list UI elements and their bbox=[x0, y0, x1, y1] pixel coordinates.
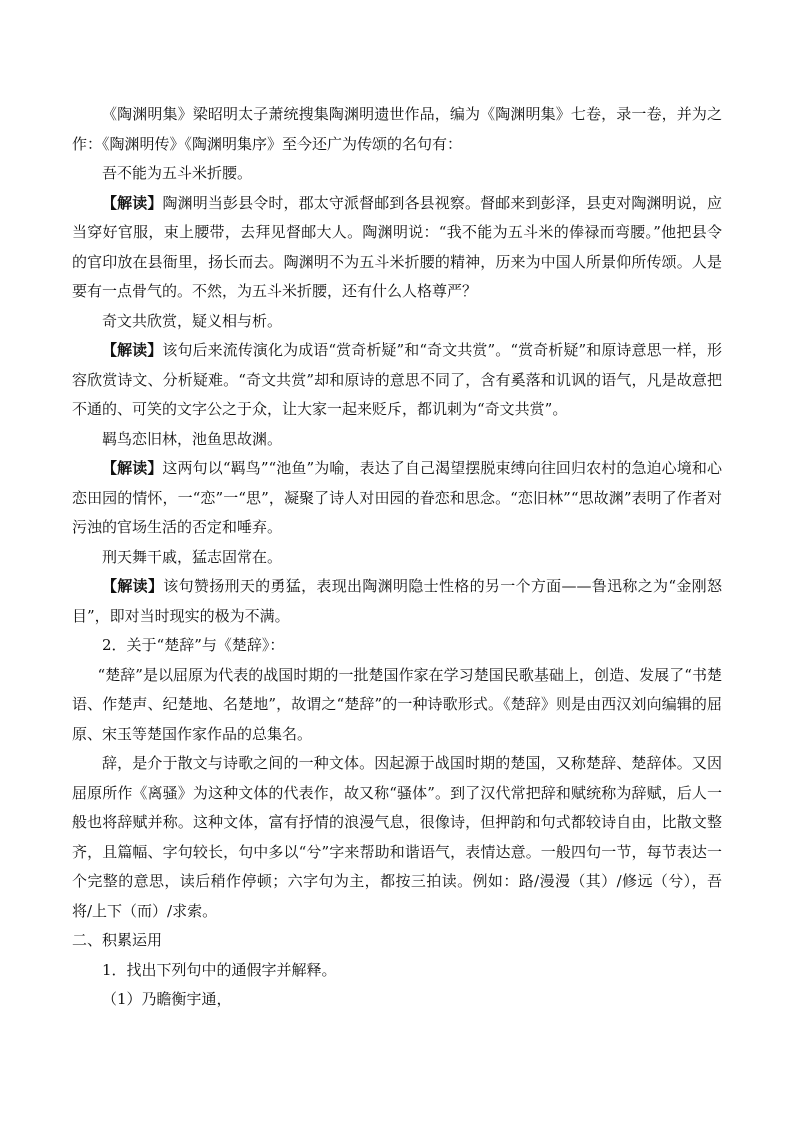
chuci-paragraph-1: “楚辞”是以屈原为代表的战国时期的一批楚国作家在学习楚国民歌基础上，创造、发展了“书楚语、作楚声、纪楚地、名楚地”，故谓之“楚辞”的一种诗歌形式。《楚辞》则是由西汉刘向编辑的屈原、宋玉等楚国作家作品的总集名。 bbox=[72, 665, 722, 743]
quote-3: 羁鸟恋旧林，池鱼思故渊。 bbox=[102, 429, 283, 448]
interpretation-tag: 【解读】 bbox=[102, 341, 163, 359]
interpretation-text: 该句赞扬刑天的勇猛，表现出陶渊明隐士性格的另一个方面——鲁迅称之为“金刚怒目”，即对当时现实的极为不满。 bbox=[72, 577, 722, 625]
quote-1: 吾不能为五斗米折腰。 bbox=[102, 164, 253, 182]
exercise-item-1: （1）乃瞻衡宇通， bbox=[102, 990, 232, 1008]
chuci-paragraph-2: 辞，是介于散文与诗歌之间的一种文体。因起源于战国时期的楚国，又称楚辞、楚辞体。又因屈原所作《离骚》为这种文体的代表作，故又称“骚体”。到了汉代常把辞和赋统称为辞赋，后人一般也将辞赋并称。这种文体，富有抒情的浪漫气息，很像诗，但押韵和句式都较诗自由，比散文整齐，且篇幅、字句较长，句中多以“兮”字来帮助和谐语气，表情达意。一般四句一节，每节表达一个完整的意思，读后稍作停顿；六字句为主，都按三拍读。例如：路/漫漫（其）/修远（兮），吾将/上下（而）/求索。 bbox=[72, 754, 722, 920]
intro-paragraph: 《陶渊明集》梁昭明太子萧统搜集陶渊明遗世作品，编为《陶渊明集》七卷，录一卷，并为之作：《陶渊明传》《陶渊明集序》至今还广为传颂的名句有： bbox=[72, 105, 722, 153]
interpretation-2 bbox=[72, 336, 722, 425]
interpretation-1 bbox=[72, 189, 722, 307]
exercise-prompt: 1．找出下列句中的通假字并解释。 bbox=[102, 960, 337, 979]
section-heading: 二、积累运用 bbox=[72, 931, 163, 949]
document-page bbox=[72, 100, 722, 1015]
interpretation-text: 该句后来流传演化为成语“赏奇析疑”和“奇文共赏”。“赏奇析疑”和原诗意思一样，形容欣赏诗文、分析疑难。“奇文共赏”却和原诗的意思不同了，含有奚落和讥讽的语气，凡是故意把不通的、可笑的文字公之于众，让大家一起来贬斥，都讥刺为“奇文共赏”。 bbox=[72, 341, 722, 418]
interpretation-3 bbox=[72, 454, 722, 543]
interpretation-text: 这两句以“羁鸟”“池鱼”为喻，表达了自己渴望摆脱束缚向往回归农村的急迫心境和心恋田园的情怀，一“恋”一“思”，凝聚了诗人对田园的眷恋和思念。“恋旧林”“思故渊”表明了作者对污浊的官场生活的否定和唾弃。 bbox=[72, 459, 722, 536]
quote-4: 刑天舞干戚，猛志固常在。 bbox=[102, 547, 283, 566]
interpretation-tag: 【解读】 bbox=[102, 459, 163, 477]
interpretation-tag: 【解读】 bbox=[102, 193, 163, 212]
quote-2: 奇文共欣赏，疑义相与析。 bbox=[102, 311, 283, 330]
interpretation-tag: 【解读】 bbox=[102, 577, 164, 595]
interpretation-text: 陶渊明当彭县令时，郡太守派督邮到各县视察。督邮来到彭泽，县吏对陶渊明说，应当穿好官服，束上腰带，去拜见督邮大人。陶渊明说：“我不能为五斗米的俸禄而弯腰。”他把县令的官印放在县衙里，扬长而去。陶渊明不为五斗米折腰的精神，历来为中国人所景仰所传颂。人是要有一点骨气的。不然，为五斗米折腰，还有什么人格尊严？ bbox=[72, 193, 722, 300]
subheading-chuci: 2．关于“楚辞”与《楚辞》： bbox=[102, 636, 285, 654]
interpretation-4 bbox=[72, 572, 722, 631]
